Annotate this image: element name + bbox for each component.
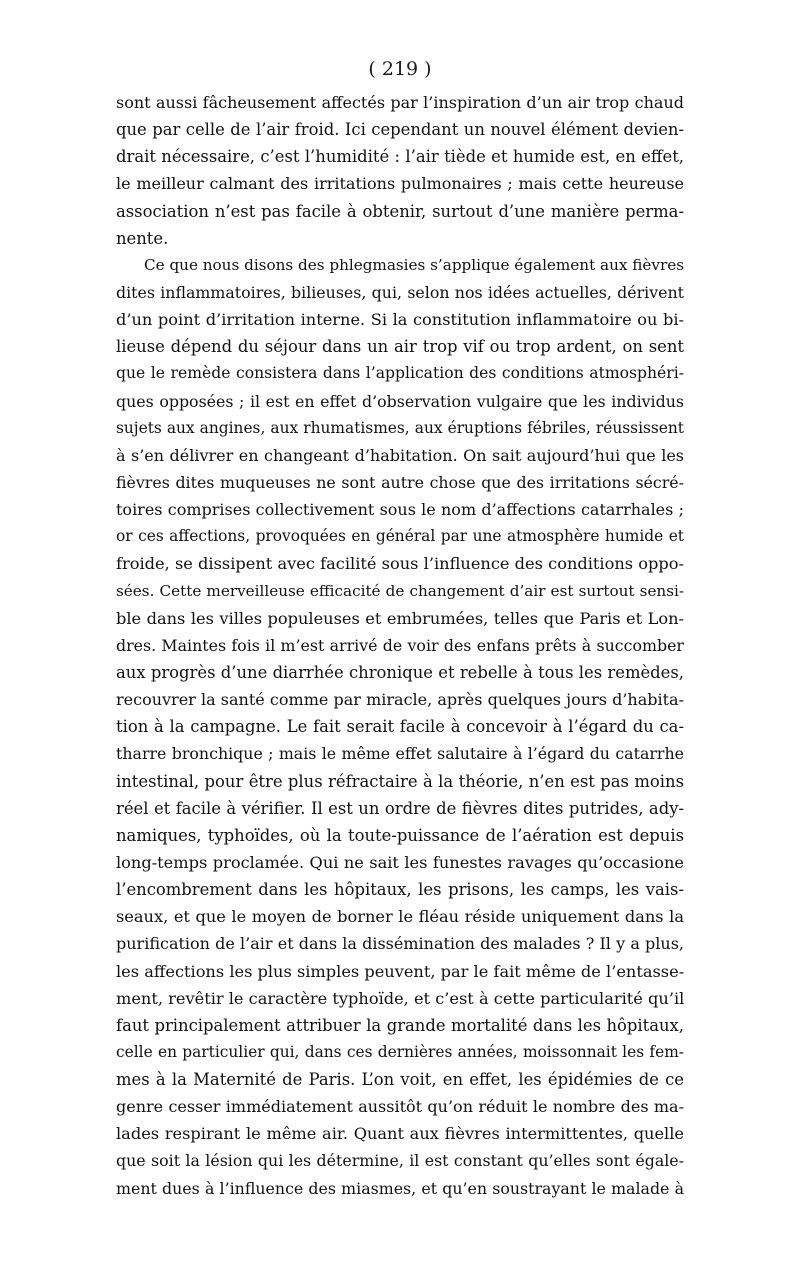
text-line: or ces affections, provoquées en général par une atmosphère humide et — [116, 527, 684, 546]
text-line: drait nécessaire, c’est l’humidité : l’air tiède et humide est, en effet, — [116, 147, 684, 167]
text-line: que par celle de l’air froid. Ici cependant un nouvel élément devien- — [116, 120, 684, 140]
text-line: ment, revêtir le caractère typhoïde, et c’est à cette particularité qu’il — [116, 988, 685, 1008]
text-line: sujets aux angines, aux rhumatismes, aux éruptions fébriles, réussissent — [116, 418, 684, 437]
text-line: dites inflammatoires, bilieuses, qui, selon nos idées actuelles, dérivent — [116, 282, 684, 302]
paragraph-1 — [116, 89, 684, 252]
text-line: que le remède consistera dans l’application des conditions atmosphéri- — [116, 364, 684, 383]
text-line: froide, se dissipent avec facilité sous l’influence des conditions oppo- — [116, 554, 684, 574]
text-line: ques opposées ; il est en effet d’observation vulgaire que les individus — [116, 391, 684, 411]
text-line: réel et facile à vérifier. Il est un ordre de fièvres dites putrides, ady- — [116, 798, 684, 818]
text-line: lades respirant le même air. Quant aux fièvres intermittentes, quelle — [116, 1124, 684, 1144]
text-line: genre cesser immédiatement aussitôt qu’on réduit le nombre des ma- — [116, 1097, 684, 1117]
text-line: faut principalement attribuer la grande mortalité dans les hôpitaux, — [116, 1015, 684, 1035]
text-line: que soit la lésion qui les détermine, il est constant qu’elles sont égale- — [116, 1151, 684, 1171]
text-line: long-temps proclamée. Qui ne sait les funestes ravages qu’occasione — [116, 852, 684, 872]
text-line: tharre bronchique ; mais le même effet salutaire à l’égard du catarrhe — [116, 744, 684, 764]
text-line: fièvres dites muqueuses ne sont autre chose que des irritations sécré- — [116, 472, 684, 492]
text-line: namiques, typhoïdes, où la toute-puissance de l’aération est depuis — [116, 825, 684, 845]
text-line: ment dues à l’influence des miasmes, et qu’en soustrayant le malade à — [116, 1178, 684, 1198]
text-line: toires comprises collectivement sous le nom d’affections catarrhales ; — [116, 500, 684, 520]
text-line: l’encombrement dans les hôpitaux, les prisons, les camps, les vais- — [116, 880, 684, 900]
text-line: recouvrer la santé comme par miracle, après quelques jours d’habita- — [116, 690, 684, 710]
text-line: sont aussi fâcheusement affectés par l’inspiration d’un air trop chaud — [116, 93, 684, 112]
text-line: le meilleur calmant des irritations pulmonaires ; mais cette heureuse — [116, 174, 684, 194]
text-line: mes à la Maternité de Paris. L’on voit, en effet, les épidémies de ce — [116, 1070, 684, 1090]
text-line: nente. — [116, 228, 169, 248]
text-line: association n’est pas facile à obtenir, surtout d’une manière perma- — [116, 201, 684, 221]
text-line: purification de l’air et dans la dissémination des malades ? Il y a plus, — [116, 934, 684, 954]
page-number: ( 219 ) — [368, 58, 432, 80]
text-line: dres. Maintes fois il m’est arrivé de voir des enfans prêts à succomber — [116, 635, 684, 655]
paragraph-2 — [116, 252, 684, 1202]
text-line: lieuse dépend du séjour dans un air trop vif ou trop ardent, on sent — [116, 337, 684, 357]
text-line: seaux, et que le moyen de borner le fléau réside uniquement dans la — [116, 907, 684, 927]
text-line: aux progrès d’une diarrhée chronique et rebelle à tous les remèdes, — [116, 662, 684, 682]
text-line: intestinal, pour être plus réfractaire à la théorie, n’en est pas moins — [116, 771, 684, 791]
text-line: sées. Cette merveilleuse efficacité de changement d’air est surtout sensi- — [116, 581, 684, 600]
body-text — [116, 89, 684, 1202]
text-line: les affections les plus simples peuvent, par le fait même de l’entasse- — [116, 961, 685, 981]
text-line: tion à la campagne. Le fait serait facile à concevoir à l’égard du ca- — [116, 717, 684, 737]
text-line: d’un point d’irritation interne. Si la constitution inflammatoire ou bi- — [116, 310, 684, 330]
text-line: ble dans les villes populeuses et embrumées, telles que Paris et Lon- — [116, 608, 684, 628]
text-line: celle en particulier qui, dans ces dernières années, moissonnait les fem- — [116, 1042, 684, 1061]
text-line: à s’en délivrer en changeant d’habitation. On sait aujourd’hui que les — [116, 445, 684, 465]
text-line: Ce que nous disons des phlegmasies s’applique également aux fièvres — [144, 255, 684, 274]
